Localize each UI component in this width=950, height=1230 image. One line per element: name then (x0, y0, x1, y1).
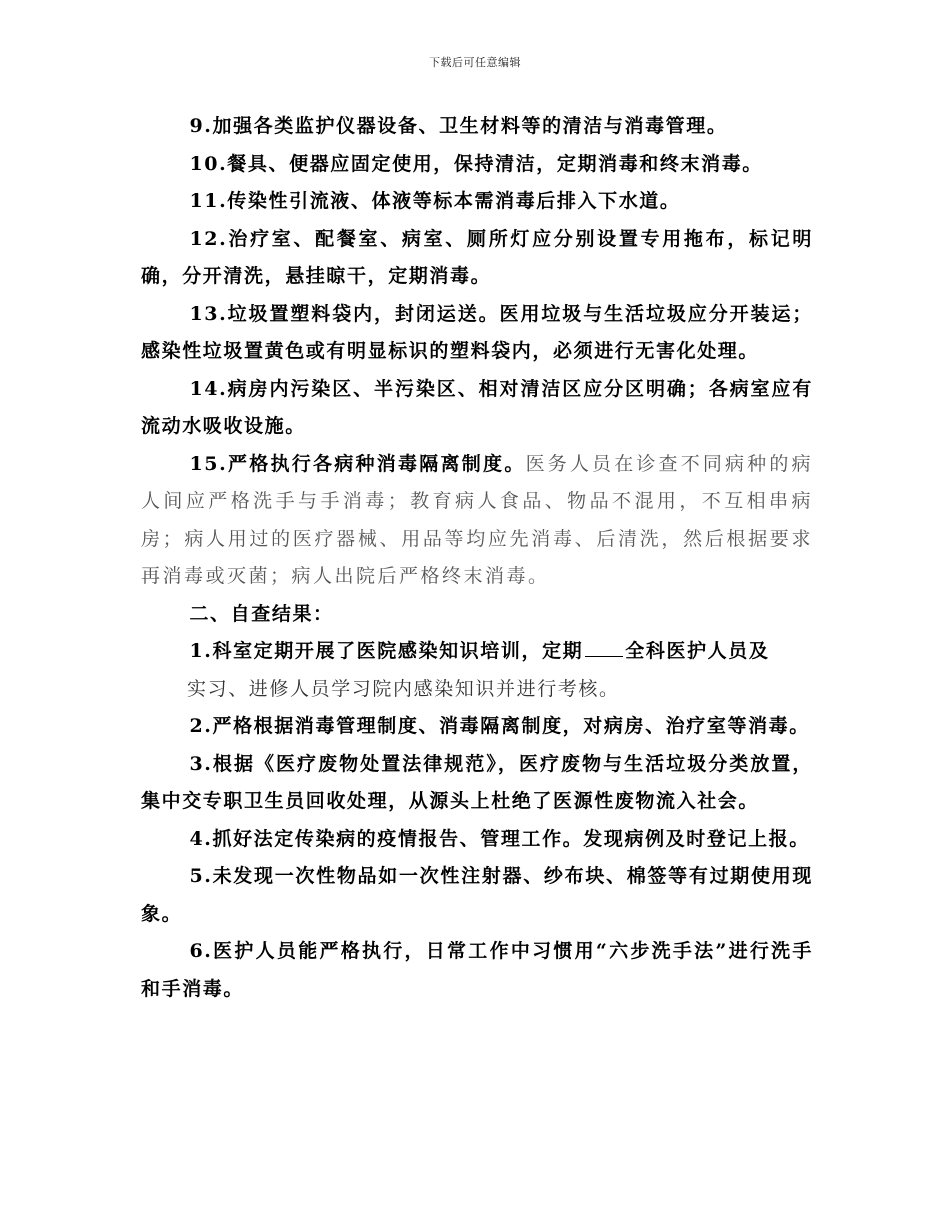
paragraph-15-body: 医务人员在诊查不同病种的病人间应严格洗手与手消毒；教育病人食品、物品不混用，不互相串病房；病人用过的医疗器械、用品等均应先消毒、后清洗，然后根据要求再消毒或灭菌；病人出院后严格终末消毒。 (141, 452, 813, 587)
fill-in-blank (585, 655, 623, 657)
paragraph-15-lead: 15.严格执行各病种消毒隔离制度。 (189, 452, 526, 475)
paragraph-item-9: 9.加强各类监护仪器设备、卫生材料等的清洁与消毒管理。 (189, 115, 728, 137)
section-heading-self-check: 二、自查结果： (189, 602, 334, 625)
result-item-2: 2.严格根据消毒管理制度、消毒隔离制度，对病房、治疗室等消毒。 (189, 715, 810, 737)
result-1-part-b: 全科医护人员及 (625, 640, 770, 662)
paragraph-item-10: 10.餐具、便器应固定使用，保持清洁，定期消毒和终末消毒。 (189, 152, 763, 175)
result-item-6: 6.医护人员能严格执行，日常工作中习惯用“六步洗手法”进行洗手和手消毒。 (141, 940, 813, 1000)
result-item-4: 4.抓好法定传染病的疫情报告、管理工作。发现病例及时登记上报。 (189, 827, 810, 850)
paragraph-item-11: 11.传染性引流液、体液等标本需消毒后排入下水道。 (189, 190, 681, 212)
result-1-continuation: 实习、进修人员学习院内感染知识并进行考核。 (187, 677, 620, 700)
paragraph-item-15 (141, 446, 813, 596)
page-header: 下载后可任意编辑 (429, 56, 521, 69)
paragraph-item-13: 13.垃圾置塑料袋内，封闭运送。医用垃圾与生活垃圾应分开装运；感染性垃圾置黄色或有明显标识的塑料袋内，必须进行无害化处理。 (141, 302, 813, 362)
document-body (141, 108, 813, 1008)
result-item-1 (141, 633, 813, 708)
result-1-part-a: 1.科室定期开展了医院感染知识培训，定期 (189, 640, 584, 662)
paragraph-item-12: 12.治疗室、配餐室、病室、厕所灯应分别设置专用拖布，标记明确，分开清洗，悬挂晾干，定期消毒。 (141, 227, 813, 287)
paragraph-item-14: 14.病房内污染区、半污染区、相对清洁区应分区明确；各病室应有流动水吸收设施。 (141, 377, 813, 437)
result-item-5: 5.未发现一次性物品如一次性注射器、纱布块、棉签等有过期使用现象。 (141, 865, 813, 925)
result-item-3: 3.根据《医疗废物处置法律规范》，医疗废物与生活垃圾分类放置，集中交专职卫生员回收处理，从源头上杜绝了医源性废物流入社会。 (141, 752, 813, 812)
